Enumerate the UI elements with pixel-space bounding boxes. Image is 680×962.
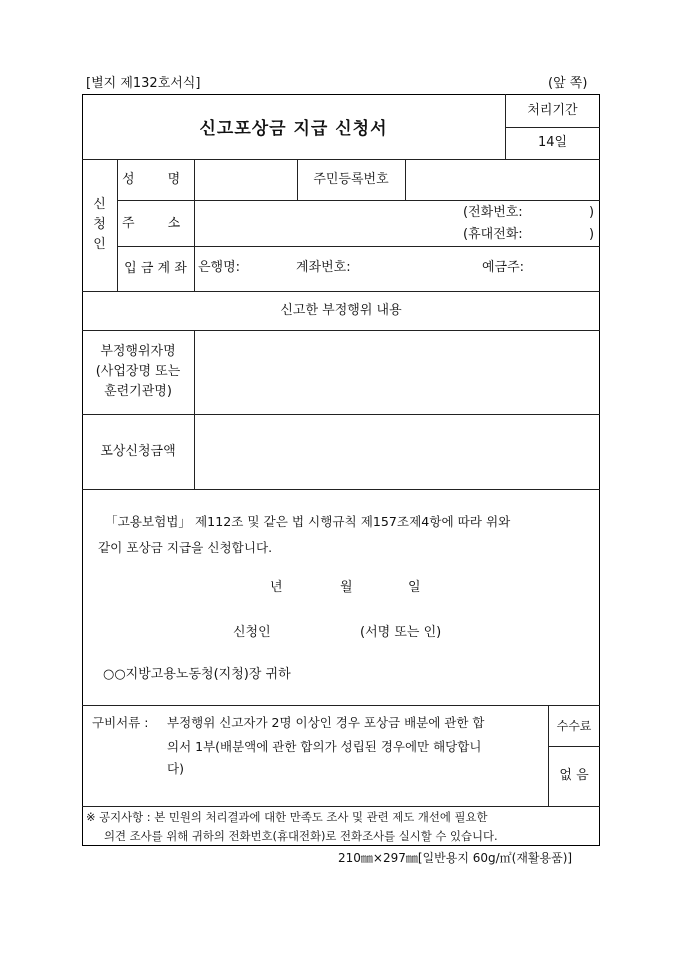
violator-label-line-1: 부정행위자명 bbox=[100, 344, 176, 359]
date-day-label: 일 bbox=[408, 580, 421, 595]
processing-period-value: 14일 bbox=[537, 135, 568, 150]
violator-label-line-2: (사업장명 또는 bbox=[95, 364, 181, 379]
processing-period-label: 처리기간 bbox=[527, 102, 578, 118]
mobile-close-paren: ) bbox=[589, 227, 595, 242]
account-holder-label: 예금주: bbox=[482, 260, 525, 275]
date-month-label: 월 bbox=[340, 580, 353, 595]
phone-field[interactable] bbox=[530, 204, 586, 221]
declaration-line-2: 같이 포상금 지급을 신청합니다. bbox=[98, 540, 273, 555]
phone-close-paren: ) bbox=[589, 205, 595, 220]
form-title: 신고포상금 지급 신청서 bbox=[199, 119, 388, 139]
violator-label-line-3: 훈련기관명) bbox=[104, 384, 172, 399]
documents-label: 구비서류 : bbox=[92, 715, 149, 730]
fee-value: 없 음 bbox=[559, 768, 589, 783]
recipient: ○○지방고용노동청(지청)장 귀하 bbox=[103, 667, 291, 682]
date-year-label: 년 bbox=[270, 580, 283, 595]
report-section-title: 신고한 부정행위 내용 bbox=[280, 302, 402, 318]
documents-line-1: 부정행위 신고자가 2명 이상인 경우 포상금 배분에 관한 합 bbox=[167, 715, 485, 730]
applicant-label-char-3: 인 bbox=[93, 237, 106, 252]
fee-label: 수수료 bbox=[556, 718, 592, 733]
name-label: 성 명 bbox=[122, 172, 181, 187]
applicant-label-char-1: 신 bbox=[93, 197, 106, 212]
applicant-label-char-2: 청 bbox=[93, 217, 106, 232]
page-side-label: (앞 쪽) bbox=[548, 76, 588, 91]
documents-line-2: 의서 1부(배분액에 관한 합의가 성립된 경우에만 해당합니 bbox=[167, 739, 482, 754]
phone-label: (전화번호: bbox=[463, 205, 523, 220]
notice-line-1: ※ 공지사항 : 본 민원의 처리결과에 대한 만족도 조사 및 관련 제도 개선에 필요한 bbox=[86, 810, 488, 824]
bank-label: 은행명: bbox=[198, 260, 241, 275]
violator-label bbox=[82, 330, 194, 414]
applicant-signature-label: 신청인 bbox=[233, 625, 271, 640]
amount-label: 포상신청금액 bbox=[100, 443, 176, 459]
notice-line-2: 의견 조사를 위해 귀하의 전화번호(휴대전화)로 전화조사를 실시할 수 있습니다. bbox=[104, 829, 498, 843]
address-field[interactable] bbox=[195, 201, 455, 245]
signature-label: (서명 또는 인) bbox=[360, 625, 442, 640]
name-field[interactable] bbox=[195, 160, 296, 199]
form-number: [별지 제132호서식] bbox=[86, 76, 201, 91]
declaration-line-1: 「고용보험법」 제112조 및 같은 법 시행규칙 제157조제4항에 따라 위와 bbox=[105, 514, 511, 529]
mobile-field[interactable] bbox=[530, 226, 586, 243]
paper-spec: 210㎜×297㎜[일반용지 60g/㎡(재활용품)] bbox=[338, 851, 573, 865]
account-number-label: 계좌번호: bbox=[296, 260, 351, 275]
mobile-label: (휴대전화: bbox=[463, 227, 523, 242]
account-label: 입 금 계 좌 bbox=[124, 260, 187, 276]
address-label: 주 소 bbox=[122, 216, 181, 231]
rrn-label: 주민등록번호 bbox=[313, 171, 389, 187]
violator-field[interactable] bbox=[195, 331, 599, 413]
documents-line-3: 다) bbox=[167, 761, 184, 776]
applicant-section-label bbox=[82, 159, 117, 291]
amount-field[interactable] bbox=[195, 415, 599, 488]
rrn-field[interactable] bbox=[406, 160, 599, 199]
